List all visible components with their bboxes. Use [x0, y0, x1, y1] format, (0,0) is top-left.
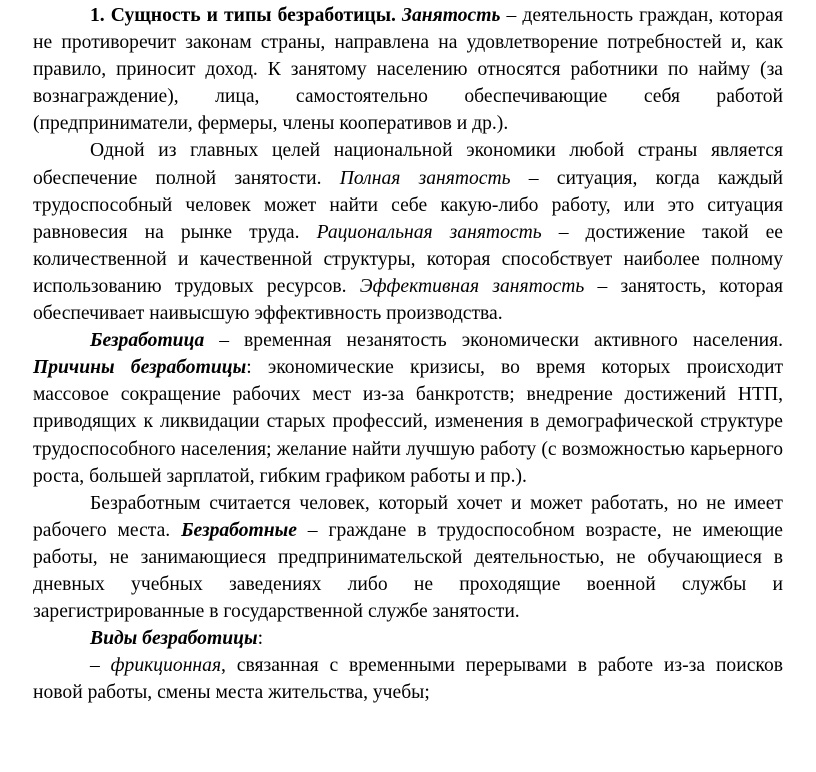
- paragraph-text: , связанная с временными перерывами в работе из-за поисков новой работы, смены места жительства, учебы;: [33, 655, 783, 704]
- paragraph-unemployment: [33, 327, 783, 490]
- paragraph-text: – временная незанятость экономически активного населения.: [204, 330, 783, 352]
- paragraph-text: : экономические кризисы, во время которых происходит массовое сокращение рабочих мест из-за банкротств; внедрение достижений НТП, приводящих к ликвидации старых профессий, изменения в демографической структуре трудоспособного населения; желание найти лучшую работу (с возможностью карьерного роста, большей зарплатой, гибким графиком работы и пр.).: [33, 357, 784, 487]
- term-frictional: фрикционная: [110, 655, 222, 677]
- paragraph-text: – граждане в трудоспособном возрасте, не имеющие работы, не занимающиеся предпринимательской деятельностью, не обучающиеся в дневных учебных заведениях либо не проходящие военной службы и зарегистрированные в государственной службе занятости.: [33, 519, 784, 623]
- term-unemployment: Безработица: [90, 330, 205, 352]
- paragraph-text: – ситуация, когда каждый трудоспособный человек может найти себе какую-либо работу, или это ситуация равновесия на рынке труда.: [33, 167, 783, 243]
- paragraph-unemployed: [33, 490, 783, 625]
- term-full-employment: Полная занятость: [339, 167, 511, 189]
- paragraph-text: – занятость, которая обеспечивает наивысшую эффективность производства.: [33, 275, 783, 325]
- paragraph-text: :: [257, 628, 264, 650]
- term-employment: Занятость: [402, 5, 501, 26]
- section-heading: 1. Сущность и типы безработицы.: [90, 5, 396, 26]
- paragraph-text: – деятельность граждан, которая не противоречит законам страны, направлена на удовлетворение потребностей и, как правило, приносит доход. К занятому населению относятся работники по найму (за вознаграждение), лица, самостоятельно обеспечивающие себя работой (предприниматели, фермеры, члены кооперативов и др.).: [33, 5, 783, 135]
- paragraph-employment: [33, 2, 783, 137]
- list-dash: –: [90, 655, 111, 677]
- term-unemployment-causes: Причины безработицы: [33, 357, 247, 379]
- term-effective-employment: Эффективная занятость: [359, 275, 585, 297]
- document-page: [33, 2, 783, 706]
- term-unemployment-types: Виды безработицы: [90, 628, 258, 650]
- term-unemployed: Безработные: [181, 519, 297, 541]
- paragraph-text: Одной из главных целей национальной экономики любой страны является обеспечение полной занятости.: [33, 140, 783, 189]
- paragraph-frictional: [33, 652, 783, 706]
- term-rational-employment: Рациональная занятость: [316, 221, 542, 243]
- paragraph-types-heading: [33, 625, 783, 652]
- paragraph-full-employment: [33, 137, 783, 327]
- paragraph-text: – достижение такой ее количественной и качественной структуры, которая способствует наиболее полному использованию трудовых ресурсов.: [33, 221, 783, 297]
- paragraph-text: Безработным считается человек, который хочет и может работать, но не имеет рабочего места.: [33, 492, 783, 541]
